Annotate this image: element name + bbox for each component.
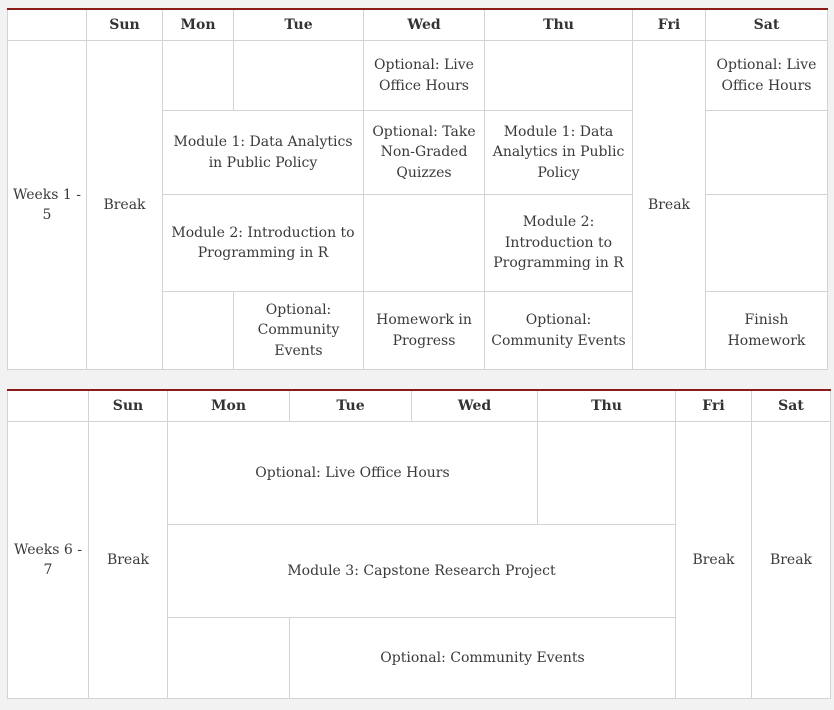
day-header-sun: Sun — [87, 9, 163, 41]
schedule-table-weeks-1-5 — [7, 8, 828, 370]
empty-cell — [168, 618, 290, 699]
day-header-fri: Fri — [633, 9, 706, 41]
day-header-mon: Mon — [168, 390, 290, 422]
day-header-thu: Thu — [485, 9, 633, 41]
corner-cell — [8, 390, 89, 422]
empty-cell — [163, 292, 234, 370]
empty-cell — [706, 195, 828, 292]
day-header-tue: Tue — [290, 390, 412, 422]
sat-office-hours-cell: Optional: Live Office Hours — [706, 41, 828, 111]
day-header-wed: Wed — [412, 390, 538, 422]
wed-office-hours-cell: Optional: Live Office Hours — [364, 41, 485, 111]
empty-cell — [364, 195, 485, 292]
period-label: Weeks 1 - 5 — [8, 41, 87, 370]
empty-cell — [234, 41, 364, 111]
sun-break-cell: Break — [89, 422, 168, 699]
day-header-thu: Thu — [538, 390, 676, 422]
fri-break-cell: Break — [633, 41, 706, 370]
thu-module2-cell: Module 2: Introduction to Programming in R — [485, 195, 633, 292]
capstone-cell: Module 3: Capstone Research Project — [168, 525, 676, 618]
table-row — [8, 422, 831, 525]
office-hours-cell: Optional: Live Office Hours — [168, 422, 538, 525]
header-row — [8, 390, 831, 422]
day-header-sat: Sat — [752, 390, 831, 422]
tue-community-cell: Optional: Community Events — [234, 292, 364, 370]
day-header-fri: Fri — [676, 390, 752, 422]
day-header-wed: Wed — [364, 9, 485, 41]
day-header-tue: Tue — [234, 9, 364, 41]
sat-finish-homework-cell: Finish Homework — [706, 292, 828, 370]
schedule-table-weeks-6-7 — [7, 389, 831, 699]
sat-break-cell: Break — [752, 422, 831, 699]
empty-cell — [538, 422, 676, 525]
day-header-sat: Sat — [706, 9, 828, 41]
wed-homework-cell: Homework in Progress — [364, 292, 485, 370]
empty-cell — [706, 111, 828, 195]
community-events-cell: Optional: Community Events — [290, 618, 676, 699]
module1-cell: Module 1: Data Analytics in Public Policy — [163, 111, 364, 195]
fri-break-cell: Break — [676, 422, 752, 699]
header-row — [8, 9, 828, 41]
wed-quizzes-cell: Optional: Take Non-Graded Quizzes — [364, 111, 485, 195]
thu-community-cell: Optional: Community Events — [485, 292, 633, 370]
empty-cell — [163, 41, 234, 111]
day-header-mon: Mon — [163, 9, 234, 41]
corner-cell — [8, 9, 87, 41]
sun-break-cell: Break — [87, 41, 163, 370]
period-label: Weeks 6 - 7 — [8, 422, 89, 699]
day-header-sun: Sun — [89, 390, 168, 422]
module2-cell: Module 2: Introduction to Programming in R — [163, 195, 364, 292]
table-row — [8, 41, 828, 111]
thu-module1-cell: Module 1: Data Analytics in Public Policy — [485, 111, 633, 195]
empty-cell — [485, 41, 633, 111]
